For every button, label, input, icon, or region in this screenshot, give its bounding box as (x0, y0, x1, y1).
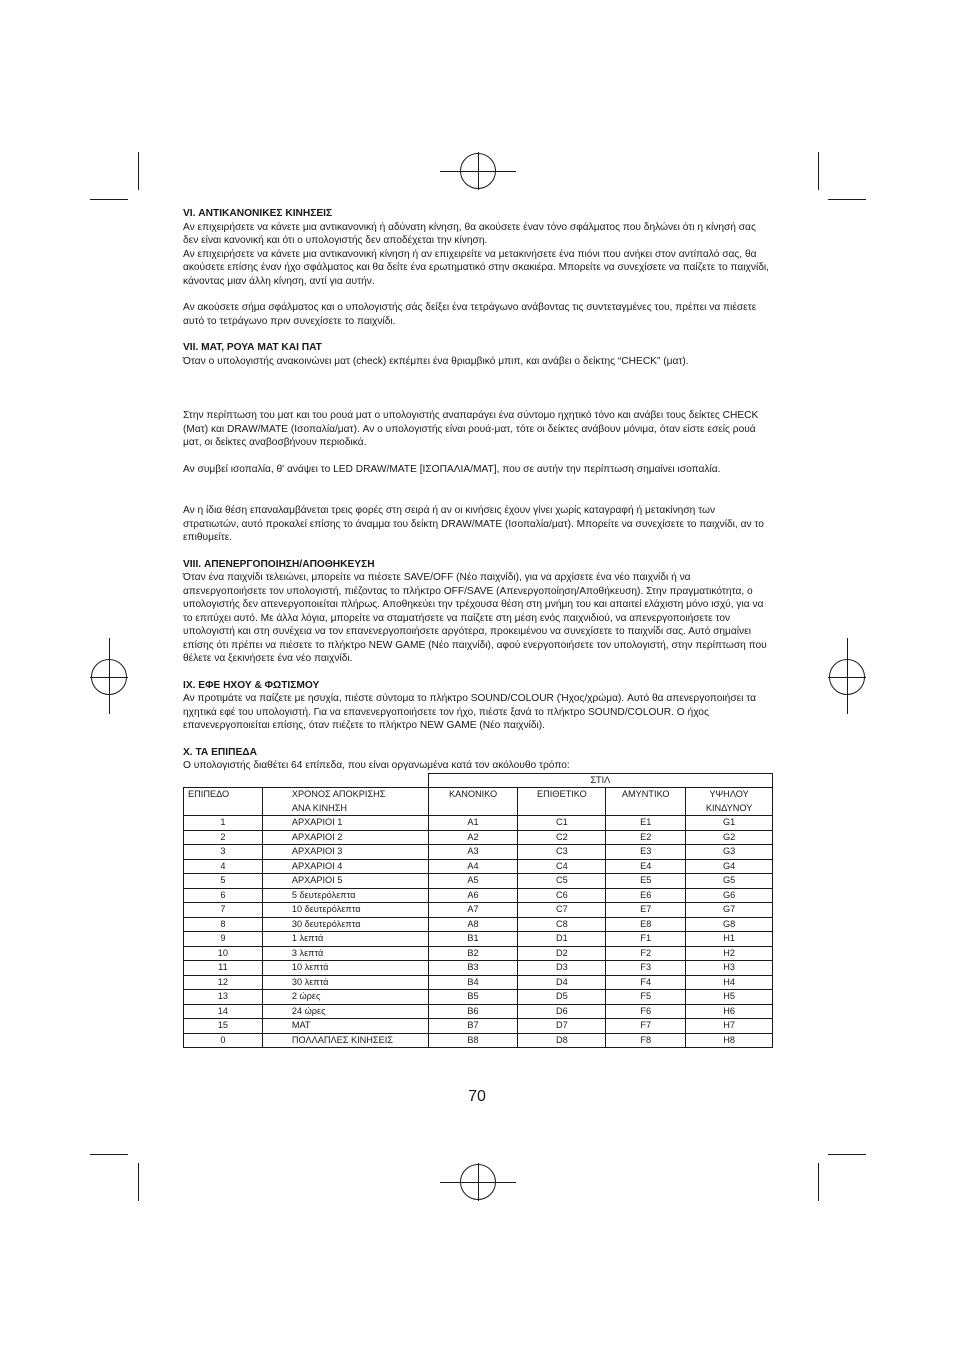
risky-cell: G7 (686, 903, 773, 918)
table-row (184, 859, 773, 874)
risky-cell: H4 (686, 975, 773, 990)
aggressive-cell: C7 (518, 903, 606, 918)
page-number: 70 (468, 1088, 486, 1105)
level-cell: 9 (184, 932, 263, 947)
table-row (184, 1033, 773, 1048)
table-row (184, 874, 773, 889)
table-row (184, 1004, 773, 1019)
header-risky: ΥΨΗΛΟΥ ΚΙΝΔΥΝΟΥ (686, 788, 773, 816)
aggressive-cell: D3 (518, 961, 606, 976)
aggressive-cell: D5 (518, 990, 606, 1005)
risky-cell: G6 (686, 888, 773, 903)
table-row (184, 975, 773, 990)
defensive-cell: E2 (606, 830, 686, 845)
defensive-cell: E6 (606, 888, 686, 903)
defensive-cell: E5 (606, 874, 686, 889)
response-time-cell: 24 ώρες (262, 1004, 428, 1019)
crop-mark-top-right-v (818, 152, 819, 190)
aggressive-cell: C3 (518, 845, 606, 860)
aggressive-cell: C8 (518, 917, 606, 932)
registration-circle-right (829, 659, 865, 695)
section-sound-light (183, 679, 773, 733)
defensive-cell: E8 (606, 917, 686, 932)
response-time-cell: ΑΡΧΑΡΙΟΙ 1 (262, 816, 428, 831)
section-check-mate (183, 341, 773, 545)
risky-cell: G1 (686, 816, 773, 831)
risky-cell: H7 (686, 1019, 773, 1034)
section-heading: VI. ΑΝΤΙΚΑΝΟΝΙΚΕΣ ΚΙΝΗΣΕΙΣ (183, 208, 333, 219)
crop-mark-bottom-left-h (90, 1154, 128, 1155)
normal-cell: A2 (428, 830, 518, 845)
aggressive-cell: D1 (518, 932, 606, 947)
registration-circle-bottom (460, 1164, 496, 1200)
response-time-cell: ΑΡΧΑΡΙΟΙ 3 (262, 845, 428, 860)
aggressive-cell: C2 (518, 830, 606, 845)
defensive-cell: F5 (606, 990, 686, 1005)
crop-mark-top-left-v (138, 152, 139, 190)
level-cell: 8 (184, 917, 263, 932)
crop-mark-bottom-right-h (828, 1154, 866, 1155)
defensive-cell: F3 (606, 961, 686, 976)
header-normal: ΚΑΝΟΝΙΚΟ (428, 788, 518, 816)
response-time-cell: 10 δευτερόλεπτα (262, 903, 428, 918)
paragraph: Όταν ένα παιχνίδι τελειώνει, μπορείτε να πιέσετε SAVE/OFF (Νέο παιχνίδι), για να αρχίσετε ένα νέο παιχνίδι ή να απενεργοποιήσετε τον υπολογιστή, πιέζοντας το πλήκτρο OFF/SAVE (Απενεργοποίηση/Αποθήκευση). Στην πραγματικότητα, ο υπολογιστής δεν απενεργοποιείται πλήρως. Αποθηκεύει την τρέχουσα θέση στη μνήμη του και απαιτεί ελάχιστη μόνο ισχύ, για να το επιτύχει αυτό. Με άλλα λόγια, μπορείτε να σταματήσετε να παίζετε στη μέση ενός παιχνιδιού, να απενεργοποιήσετε τον υπολογιστή και στη συνέχεια να τον επανενεργοποιήσετε αργότερα, προκειμένου να συνεχίσετε το παιχνίδι σας. Αυτό σημαίνει επίσης ότι πρέπει να πιέσετε το πλήκτρο NEW GAME (Νέο παιχνίδι), αφού ενεργοποιήσετε τον υπολογιστή, στην περίπτωση που θέλετε να ξεκινήσετε ένα νέο παιχνίδι. (183, 572, 767, 664)
defensive-cell: F4 (606, 975, 686, 990)
response-time-cell: 10 λεπτά (262, 961, 428, 976)
response-time-cell: 1 λεπτά (262, 932, 428, 947)
table-row (184, 917, 773, 932)
response-time-cell: 30 λεπτά (262, 975, 428, 990)
levels-table (183, 773, 773, 1049)
aggressive-cell: D4 (518, 975, 606, 990)
response-time-cell: ΜΑΤ (262, 1019, 428, 1034)
normal-cell: A3 (428, 845, 518, 860)
table-row (184, 903, 773, 918)
level-cell: 14 (184, 1004, 263, 1019)
defensive-cell: E3 (606, 845, 686, 860)
level-cell: 4 (184, 859, 263, 874)
level-cell: 5 (184, 874, 263, 889)
level-cell: 13 (184, 990, 263, 1005)
table-row (184, 816, 773, 831)
risky-cell: G2 (686, 830, 773, 845)
section-save-off (183, 558, 773, 666)
table-row (184, 932, 773, 947)
aggressive-cell: C1 (518, 816, 606, 831)
risky-cell: H6 (686, 1004, 773, 1019)
defensive-cell: F6 (606, 1004, 686, 1019)
registration-circle-left (91, 659, 127, 695)
aggressive-cell: D8 (518, 1033, 606, 1048)
paragraph: Αν προτιμάτε να παίζετε με ησυχία, πιέστε σύντομα το πλήκτρο SOUND/COLOUR (Ήχος/χρώμα). Αυτό θα απενεργοποιήσει τα ηχητικά εφέ του υπολογιστή. Για να επανενεργοποιήσετε τον ήχο, πιέστε ξανά το πλήκτρο SOUND/COLOUR. Ο ήχος επανενεργοποιείται επίσης, όταν πιέζετε το πλήκτρο NEW GAME (Νέο παιχνίδι). (183, 693, 757, 731)
risky-cell: H1 (686, 932, 773, 947)
paragraph: Αν επιχειρήσετε να κάνετε μια αντικανονική ή αδύνατη κίνηση, θα ακούσετε έναν τόνο σφάλματος που δηλώνει ότι η κίνησή σας δεν είναι κανονική και ότι ο υπολογιστής δεν αποδέχεται την κίνηση. (183, 221, 756, 246)
table-row (184, 1019, 773, 1034)
risky-cell: H5 (686, 990, 773, 1005)
level-cell: 15 (184, 1019, 263, 1034)
paragraph: Ο υπολογιστής διαθέτει 64 επίπεδα, που είναι οργανωμένα κατά τον ακόλουθο τρόπο: (183, 760, 570, 771)
normal-cell: B5 (428, 990, 518, 1005)
normal-cell: A1 (428, 816, 518, 831)
normal-cell: B6 (428, 1004, 518, 1019)
normal-cell: A7 (428, 903, 518, 918)
level-cell: 10 (184, 946, 263, 961)
defensive-cell: F1 (606, 932, 686, 947)
table-row (184, 830, 773, 845)
paragraph: Όταν ο υπολογιστής ανακοινώνει ματ (check) εκπέμπει ένα θριαμβικό μπιπ, και ανάβει ο δείκτης “CHECK” (ματ). (183, 355, 689, 367)
paragraph: Στην περίπτωση του ματ και του ρουά ματ ο υπολογιστής αναπαράγει ένα σύντομο ηχητικό τόνο και ανάβει τους δείκτες CHECK (Ματ) και DRAW/MATE (Ισοπαλία/ματ). Αν ο υπολογιστής είναι ρουά-ματ, τότε οι δείκτες ανάβουν μόνιμα, όταν είστε εσείς ρουά ματ, οι δείκτες αναβοσβήνουν περιοδικά. (183, 410, 759, 448)
response-time-cell: 2 ώρες (262, 990, 428, 1005)
response-time-cell: 30 δευτερόλεπτα (262, 917, 428, 932)
section-illegal-moves (183, 207, 773, 328)
response-time-cell: 3 λεπτά (262, 946, 428, 961)
level-cell: 11 (184, 961, 263, 976)
aggressive-cell: D2 (518, 946, 606, 961)
level-cell: 2 (184, 830, 263, 845)
table-header-row (184, 788, 773, 816)
aggressive-cell: C4 (518, 859, 606, 874)
risky-cell: H3 (686, 961, 773, 976)
normal-cell: A4 (428, 859, 518, 874)
risky-cell: G8 (686, 917, 773, 932)
normal-cell: A8 (428, 917, 518, 932)
response-time-cell: ΠΟΛΛΑΠΛΕΣ ΚΙΝΗΣΕΙΣ (262, 1033, 428, 1048)
paragraph: Αν ακούσετε σήμα σφάλματος και ο υπολογιστής σάς δείξει ένα τετράγωνο ανάβοντας τις συντεταγμένες του, πρέπει να πιέσετε αυτό το τετράγωνο πριν συνεχίσετε το παιχνίδι. (183, 302, 757, 327)
table-row (184, 990, 773, 1005)
registration-circle-top (460, 153, 496, 189)
level-cell: 3 (184, 845, 263, 860)
level-cell: 0 (184, 1033, 263, 1048)
response-time-cell: ΑΡΧΑΡΙΟΙ 2 (262, 830, 428, 845)
header-aggressive: ΕΠΙΘΕΤΙΚΟ (518, 788, 606, 816)
level-cell: 7 (184, 903, 263, 918)
normal-cell: B1 (428, 932, 518, 947)
section-levels (183, 746, 773, 1049)
risky-cell: H2 (686, 946, 773, 961)
normal-cell: A5 (428, 874, 518, 889)
table-group-header-row (184, 773, 773, 788)
defensive-cell: E7 (606, 903, 686, 918)
defensive-cell: F2 (606, 946, 686, 961)
level-cell: 12 (184, 975, 263, 990)
defensive-cell: F7 (606, 1019, 686, 1034)
section-heading: X. ΤΑ ΕΠΙΠΕΔΑ (183, 746, 257, 758)
paragraph: Αν επιχειρήσετε να κάνετε μια αντικανονική κίνηση ή αν επιχειρείτε να μετακινήσετε ένα πιόνι που ανήκει στον αντίπαλό σας, θα ακούσετε επίσης έναν ήχο σφάλματος και θα δείτε ένα ερωτηματικό στην σκακιέρα. Μπορείτε να συνεχίσετε να παίζετε το παιχνίδι, κάνοντας μιαν άλλη κίνηση, αντί για αυτήν. (183, 248, 770, 287)
response-time-cell: 5 δευτερόλεπτα (262, 888, 428, 903)
section-heading: VII. ΜΑΤ, ΡΟΥΑ ΜΑΤ ΚΑΙ ΠΑΤ (183, 342, 322, 353)
style-group-header: ΣΤΙΛ (428, 773, 772, 788)
aggressive-cell: D7 (518, 1019, 606, 1034)
risky-cell: G3 (686, 845, 773, 860)
response-time-cell: ΑΡΧΑΡΙΟΙ 4 (262, 859, 428, 874)
section-heading: VIII. ΑΠΕΝΕΡΓΟΠΟΙΗΣΗ/ΑΠΟΘΗΚΕΥΣΗ (183, 558, 375, 570)
crop-mark-bottom-left-v (138, 1163, 139, 1201)
defensive-cell: F8 (606, 1033, 686, 1048)
risky-cell: H8 (686, 1033, 773, 1048)
level-cell: 1 (184, 816, 263, 831)
crop-mark-bottom-right-v (818, 1163, 819, 1201)
normal-cell: B8 (428, 1033, 518, 1048)
normal-cell: B4 (428, 975, 518, 990)
aggressive-cell: C6 (518, 888, 606, 903)
paragraph: Αν συμβεί ισοπαλία, θ' ανάψει το LED DRAW/MATE [ΙΣΟΠΑΛΙΑ/ΜΑΤ], που σε αυτήν την περίπτωση σημαίνει ισοπαλία. (183, 463, 721, 475)
header-response-time: ΧΡΟΝΟΣ ΑΠΟΚΡΙΣΗΣ ΑΝΑ ΚΙΝΗΣΗ (262, 788, 428, 816)
table-row (184, 888, 773, 903)
table-row (184, 961, 773, 976)
response-time-cell: ΑΡΧΑΡΙΟΙ 5 (262, 874, 428, 889)
section-heading: IX. ΕΦΕ ΗΧΟΥ & ΦΩΤΙΣΜΟΥ (183, 679, 320, 691)
aggressive-cell: D6 (518, 1004, 606, 1019)
table-row (184, 946, 773, 961)
header-level: ΕΠΙΠΕΔΟ (184, 788, 263, 816)
normal-cell: B2 (428, 946, 518, 961)
level-cell: 6 (184, 888, 263, 903)
risky-cell: G5 (686, 874, 773, 889)
header-defensive: ΑΜΥΝΤΙΚΟ (606, 788, 686, 816)
normal-cell: B3 (428, 961, 518, 976)
defensive-cell: E4 (606, 859, 686, 874)
defensive-cell: E1 (606, 816, 686, 831)
crop-mark-top-left-h (90, 199, 128, 200)
normal-cell: A6 (428, 888, 518, 903)
table-row (184, 845, 773, 860)
page-content (183, 207, 773, 1048)
normal-cell: B7 (428, 1019, 518, 1034)
crop-mark-top-right-h (828, 199, 866, 200)
risky-cell: G4 (686, 859, 773, 874)
paragraph: Αν η ίδια θέση επαναλαμβάνεται τρεις φορές στη σειρά ή αν οι κινήσεις έχουν γίνει χωρίς καταγραφή ή μετακίνηση των στρατιωτών, αυτό προκαλεί επίσης το άναμμα του δείκτη DRAW/MATE (Ισοπαλία/ματ). Μπορείτε να συνεχίσετε το παιχνίδι, αν το επιθυμείτε. (183, 505, 764, 543)
aggressive-cell: C5 (518, 874, 606, 889)
